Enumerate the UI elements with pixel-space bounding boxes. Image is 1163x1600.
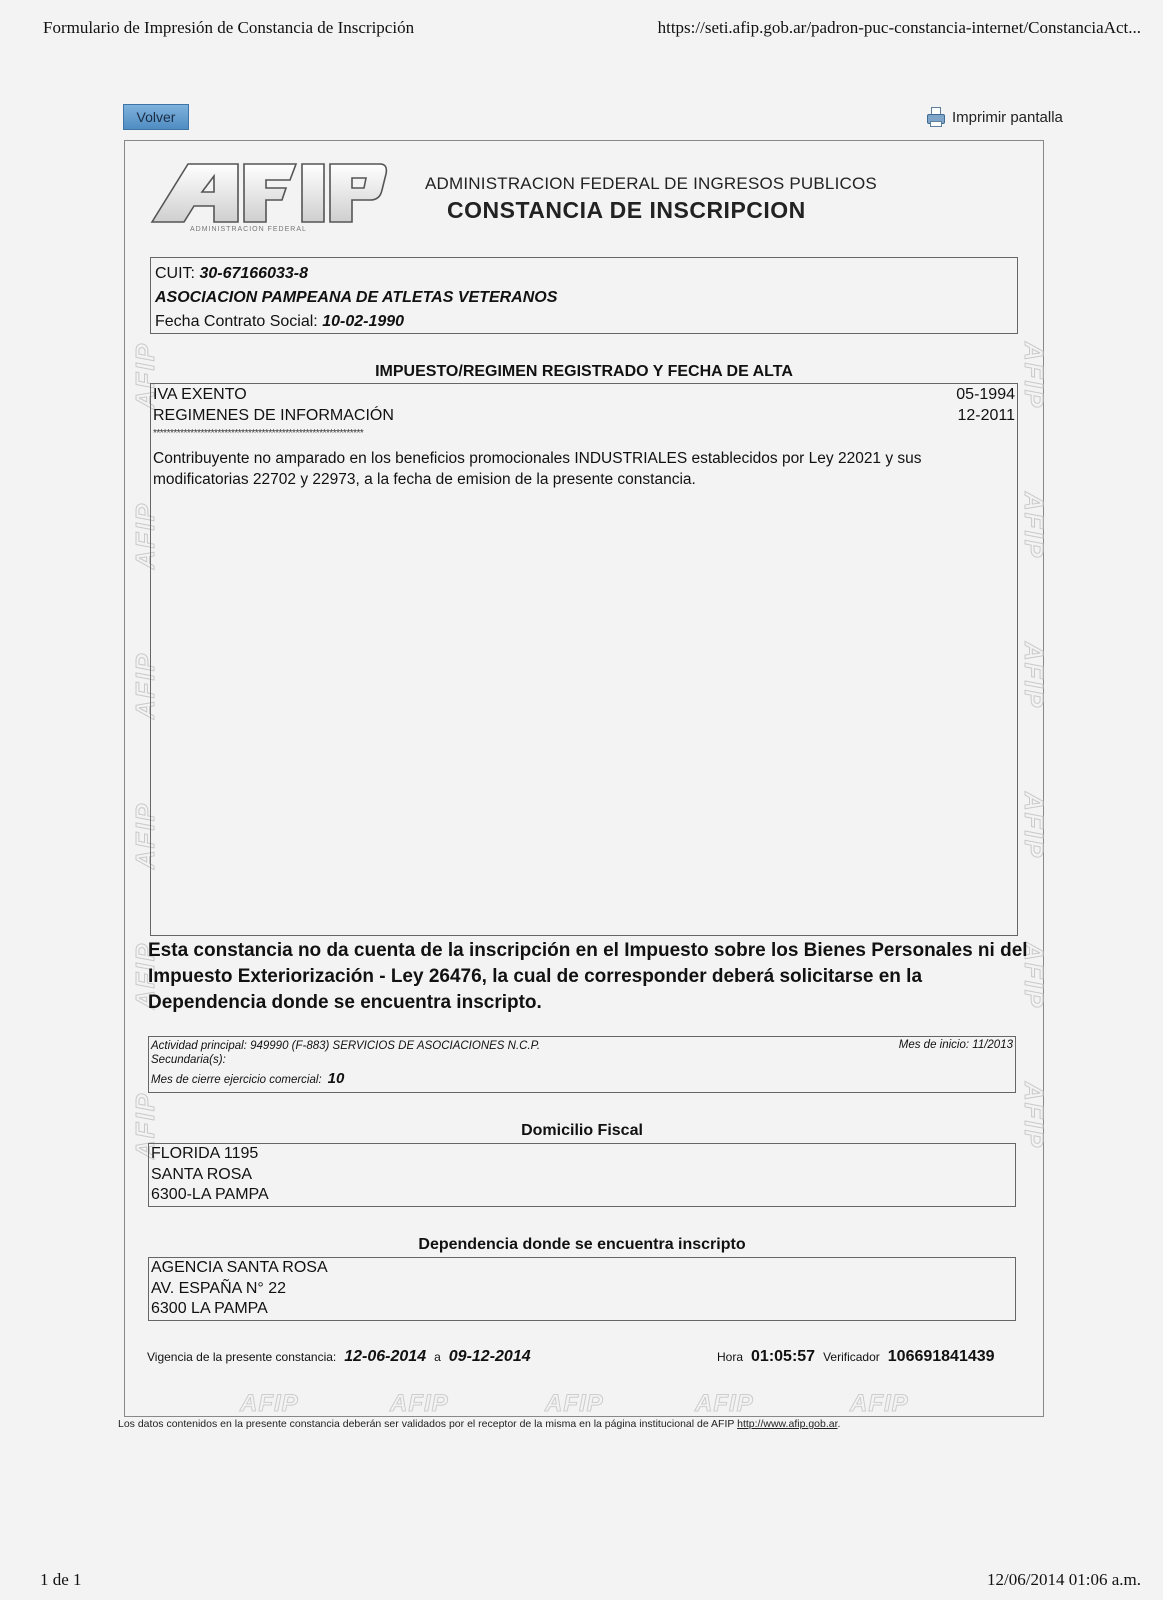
domicilio-line: 6300-LA PAMPA [151,1186,269,1203]
impuesto-row [153,386,1015,404]
validation-note-tail: . [837,1418,841,1430]
verificador-value: 106691841439 [887,1348,995,1365]
hora-verificador-row [717,1348,995,1366]
domicilio-box [148,1143,1016,1207]
afip-watermark: AFIP [130,801,161,870]
imprimir-pantalla-link[interactable] [926,107,1063,127]
dependencia-title: Dependencia donde se encuentra inscripto [418,1236,746,1253]
afip-watermark: AFIP [1019,641,1050,710]
afip-watermark: AFIP [240,1390,299,1417]
vigencia-hasta: 09-12-2014 [448,1348,531,1365]
afip-watermark: AFIP [130,941,161,1010]
afip-watermark: AFIP [545,1390,604,1417]
domicilio-title: Domicilio Fiscal [521,1122,643,1139]
impuestos-box [150,383,1018,936]
impuesto-date: 05-1994 [956,386,1015,403]
dependencia-box [148,1257,1016,1321]
impuesto-row [153,407,1015,425]
domicilio-line: FLORIDA 1195 [151,1145,259,1162]
cuit-value: 30-67166033-8 [199,265,308,282]
imprimir-pantalla-label: Imprimir pantalla [952,108,1063,126]
cuit-row [155,262,1013,286]
afip-watermark: AFIP [695,1390,754,1417]
hora-label: Hora [717,1350,744,1364]
cuit-label: CUIT: [155,265,195,282]
vigencia-separator: a [434,1350,441,1364]
afip-watermark: AFIP [130,341,161,410]
validation-note [118,1418,840,1430]
fecha-contrato-value: 10-02-1990 [322,313,405,330]
impuestos-title: IMPUESTO/REGIMEN REGISTRADO Y FECHA DE ALTA [375,363,793,380]
mes-cierre-value: 10 [327,1070,345,1087]
afip-watermark: AFIP [850,1390,909,1417]
actividad-principal-label: Actividad principal: [151,1040,247,1052]
impuesto-name: IVA EXENTO [153,386,247,403]
afip-watermark: AFIP [130,501,161,570]
razon-social: ASOCIACION PAMPEANA DE ATLETAS VETERANOS [155,289,558,306]
mes-cierre-label: Mes de cierre ejercicio comercial: [151,1074,322,1086]
vigencia-row [147,1348,531,1366]
afip-watermark: AFIP [130,651,161,720]
fecha-contrato-row [155,310,1013,334]
print-page-number: 1 de 1 [40,1570,82,1589]
domicilio-line: SANTA ROSA [151,1165,253,1183]
print-header-title: Formulario de Impresión de Constancia de Inscripción [43,18,415,37]
verificador-label: Verificador [823,1350,880,1364]
secundarias-label: Secundaria(s): [151,1054,226,1066]
actividad-principal-row [151,1039,1013,1053]
dependencia-line: 6300 LA PAMPA [151,1300,268,1317]
bienes-personales-notice: Esta constancia no da cuenta de la inscripción en el Impuesto sobre los Bienes Personales ni del Impuesto Exteriorización - Ley 26476, la cual de corresponder deberá solicitarse en la Dependencia donde se encuentra inscripto. [148,940,1028,1013]
mes-inicio-label: Mes de inicio: [898,1039,970,1051]
dependencia-line: AV. ESPAÑA N° 22 [151,1279,287,1297]
doc-title: CONSTANCIA DE INSCRIPCION [447,197,806,223]
impuesto-date: 12-2011 [957,407,1015,424]
contribuyente-note: Contribuyente no amparado en los beneficios promocionales INDUSTRIALES establecidos por Ley 22021 y sus modificatorias 22702 y 22973, a la fecha de emision de la presente constancia. [153,450,922,488]
impuesto-name: REGIMENES DE INFORMACIÓN [153,407,394,424]
afip-watermark: AFIP [1019,791,1050,860]
afip-watermark: AFIP [390,1390,449,1417]
afip-watermark: AFIP [1019,1081,1050,1150]
afip-watermark: AFIP [1019,941,1050,1010]
mes-cierre-row [151,1070,344,1087]
logo-subtext: ADMINISTRACION FEDERAL [190,226,307,233]
afip-watermark: AFIP [130,1091,161,1160]
afip-watermark: AFIP [1019,491,1050,560]
dependencia-line: AGENCIA SANTA ROSA [151,1259,328,1276]
vigencia-desde: 12-06-2014 [344,1348,427,1365]
volver-button[interactable]: Volver [123,104,189,130]
mes-inicio-value: 11/2013 [972,1039,1013,1051]
actividad-principal-value: 949990 (F-883) SERVICIOS DE ASOCIACIONES N.C.P. [250,1040,541,1052]
validation-note-text: Los datos contenidos en la presente constancia deberán ser validados por el receptor de la misma en la página institucional de AFIP [118,1418,735,1430]
org-name: ADMINISTRACION FEDERAL DE INGRESOS PUBLICOS [425,174,877,193]
actividad-box [148,1036,1016,1093]
vigencia-label: Vigencia de la presente constancia: [147,1350,337,1364]
contribuyente-box [150,257,1018,334]
separator-stars: ************************************************************** [153,428,364,439]
print-datetime: 12/06/2014 01:06 a.m. [987,1570,1141,1589]
fecha-contrato-label: Fecha Contrato Social: [155,313,318,330]
printer-icon [926,107,946,127]
mes-inicio-row [899,1039,1013,1051]
hora-value: 01:05:57 [751,1348,816,1365]
afip-watermark: AFIP [1019,341,1050,410]
print-header-url: https://seti.afip.gob.ar/padron-puc-constancia-internet/ConstanciaAct... [657,18,1141,37]
afip-website-link[interactable]: http://www.afip.gob.ar [737,1418,838,1430]
